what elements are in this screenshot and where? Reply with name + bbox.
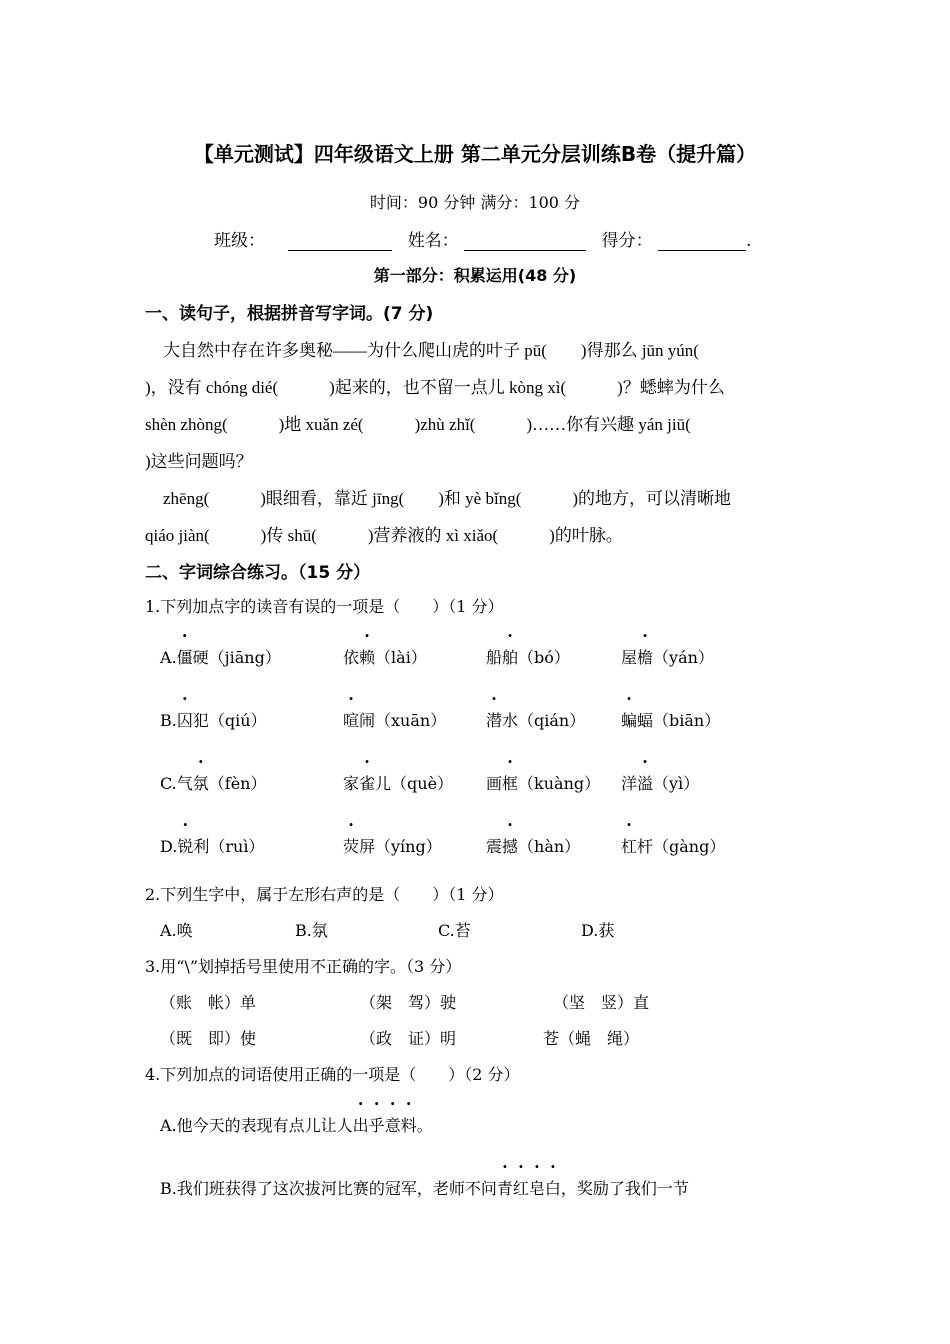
option-item: 屋檐（yán）: [621, 648, 714, 667]
q2-heading: 二、字词综合练习。（15 分）: [145, 563, 371, 583]
option-item: B.囚犯（qiú）: [160, 711, 267, 730]
class-label: 班级：: [214, 231, 265, 251]
option-item: 洋溢（yì）: [621, 774, 700, 793]
exam-meta: 时间：90 分钟 满分：100 分: [369, 193, 581, 212]
choice-pair: （既 即）使: [160, 1029, 257, 1048]
option-item: 蝙蝠（biān）: [621, 711, 721, 730]
option-item: 画框（kuàng）: [486, 774, 601, 793]
option-item: 依赖（lài）: [343, 648, 427, 667]
q2-2-stem: 2.下列生字中，属于左形右声的是（ ）（1 分）: [145, 885, 504, 904]
page-title: 【单元测试】四年级语文上册 第二单元分层训练B卷（提升篇）: [193, 142, 757, 166]
option-item: 船舶（bó）: [486, 648, 570, 667]
option-b: B.我们班获得了这次拔河比赛的冠军，老师不问青红皂白，奖励了我们一节: [160, 1179, 689, 1198]
part-heading: 第一部分：积累运用(48 分): [373, 266, 577, 285]
choice-pair: （账 帐）单: [160, 993, 257, 1012]
q1-line: shèn zhòng( )地 xuǎn zé( )zhù zhǐ( )……你有兴趣 yán jiū(: [145, 415, 691, 434]
class-field[interactable]: [288, 232, 392, 251]
name-field[interactable]: [464, 232, 586, 251]
info-line: [214, 226, 751, 251]
choice-pair: （政 证）明: [360, 1029, 457, 1048]
q1-heading: 一、读句子，根据拼音写字词。(7 分): [145, 304, 434, 324]
score-field[interactable]: [658, 232, 746, 251]
choice-pair: （坚 竖）直: [553, 993, 650, 1012]
score-label: 得分：: [601, 231, 653, 251]
q1-line: 大自然中存在许多奥秘——为什么爬山虎的叶子 pū( )得那么 jūn yún(: [163, 341, 699, 360]
option-item: C.气氛（fèn）: [160, 774, 267, 793]
option-item: 震撼（hàn）: [486, 837, 581, 856]
choice-pair: （架 驾）驶: [360, 993, 457, 1012]
q2-3-stem: 3.用“\”划掉括号里使用不正确的字。（3 分）: [145, 957, 462, 976]
q1-line: )，没有 chóng dié( )起来的，也不留一点儿 kòng xì( )？蟋蟀为什么: [145, 378, 725, 397]
option-item: D.锐利（ruì）: [160, 837, 265, 856]
option-item: D.获: [581, 921, 615, 940]
option-item: 潜水（qián）: [486, 711, 586, 730]
name-label: 姓名：: [407, 231, 459, 251]
option-item: 喧闹（xuān）: [343, 711, 447, 730]
option-item: A.僵硬（jiāng）: [160, 648, 281, 667]
option-item: C.苔: [438, 921, 471, 940]
q2-4-stem: 4.下列加点的词语使用正确的一项是（ ）（2 分）: [145, 1065, 520, 1084]
choice-pair: 苍（蝇 绳）: [543, 1029, 640, 1048]
end-mark: .: [746, 231, 752, 251]
q1-line: )这些问题吗？: [145, 452, 253, 471]
option-item: 杠杆（gàng）: [621, 837, 726, 856]
option-item: 家雀儿（què）: [343, 774, 454, 793]
q1-line: qiáo jiàn( )传 shū( )营养液的 xì xiǎo( )的叶脉。: [145, 526, 623, 545]
option-a: A.他今天的表现有点儿让人出乎意料。: [160, 1116, 433, 1135]
q1-line: zhēng( )眼细看，靠近 jīng( )和 yè bǐng( )的地方，可以清晰地: [163, 489, 732, 508]
option-item: A.唤: [160, 921, 193, 940]
q2-1-stem: 1.下列加点字的读音有误的一项是（ ）（1 分）: [145, 597, 504, 616]
option-item: 荧屏（yíng）: [343, 837, 442, 856]
option-item: B.氛: [295, 921, 328, 940]
